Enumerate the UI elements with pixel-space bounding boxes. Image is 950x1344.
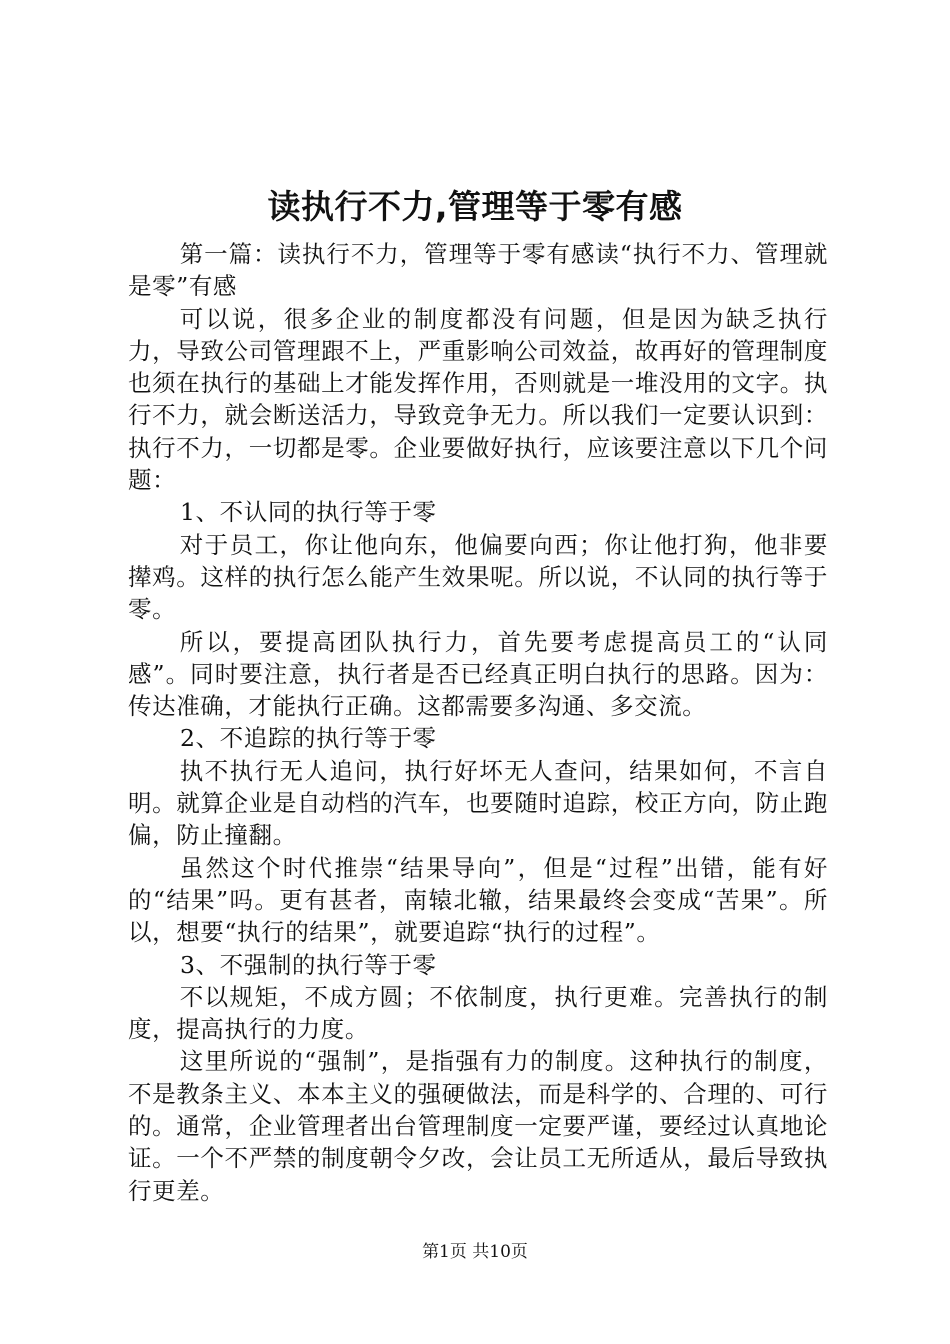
- paragraph: 执不执行无人追问，执行好坏无人查问，结果如何，不言自明。就算企业是自动档的汽车，也要随时追踪，校正方向，防止跑偏，防止撞翻。: [128, 756, 828, 850]
- section-heading: 2、不追踪的执行等于零: [180, 724, 437, 753]
- page-number-footer: 第1页 共10页: [422, 1242, 528, 1262]
- paragraph: 对于员工，你让他向东，他偏要向西；你让他打狗，他非要撵鸡。这样的执行怎么能产生效果呢。所以说，不认同的执行等于零。: [128, 530, 828, 624]
- paragraph: 虽然这个时代推崇“结果导向”，但是“过程”出错，能有好的“结果”吗。更有甚者，南辕北辙，结果最终会变成“苦果”。所以，想要“执行的结果”，就要追踪“执行的过程”。: [128, 853, 828, 947]
- document-title: 读执行不力,管理等于零有感: [267, 187, 683, 226]
- document-body: [128, 238, 828, 1207]
- paragraph: 所以，要提高团队执行力，首先要考虑提高员工的“认同感”。同时要注意，执行者是否已经真正明白执行的思路。因为：传达准确，才能执行正确。这都需要多沟通、多交流。: [128, 627, 828, 721]
- paragraph: 第一篇：读执行不力，管理等于零有感读“执行不力、管理就是零”有感: [128, 240, 828, 301]
- paragraph: 可以说，很多企业的制度都没有问题，但是因为缺乏执行力，导致公司管理跟不上，严重影响公司效益，故再好的管理制度也须在执行的基础上才能发挥作用，否则就是一堆没用的文字。执行不力，就会断送活力，导致竞争无力。所以我们一定要认识到：执行不力，一切都是零。企业要做好执行，应该要注意以下几个问题：: [128, 304, 828, 495]
- paragraph: 这里所说的“强制”，是指强有力的制度。这种执行的制度，不是教条主义、本本主义的强硬做法，而是科学的、合理的、可行的。通常，企业管理者出台管理制度一定要严谨，要经过认真地论证。一个不严禁的制度朝令夕改，会让员工无所适从，最后导致执行更差。: [128, 1047, 828, 1205]
- section-heading: 3、不强制的执行等于零: [180, 950, 437, 979]
- section-heading: 1、不认同的执行等于零: [180, 498, 437, 527]
- paragraph: 不以规矩，不成方圆；不依制度，执行更难。完善执行的制度，提高执行的力度。: [128, 982, 828, 1044]
